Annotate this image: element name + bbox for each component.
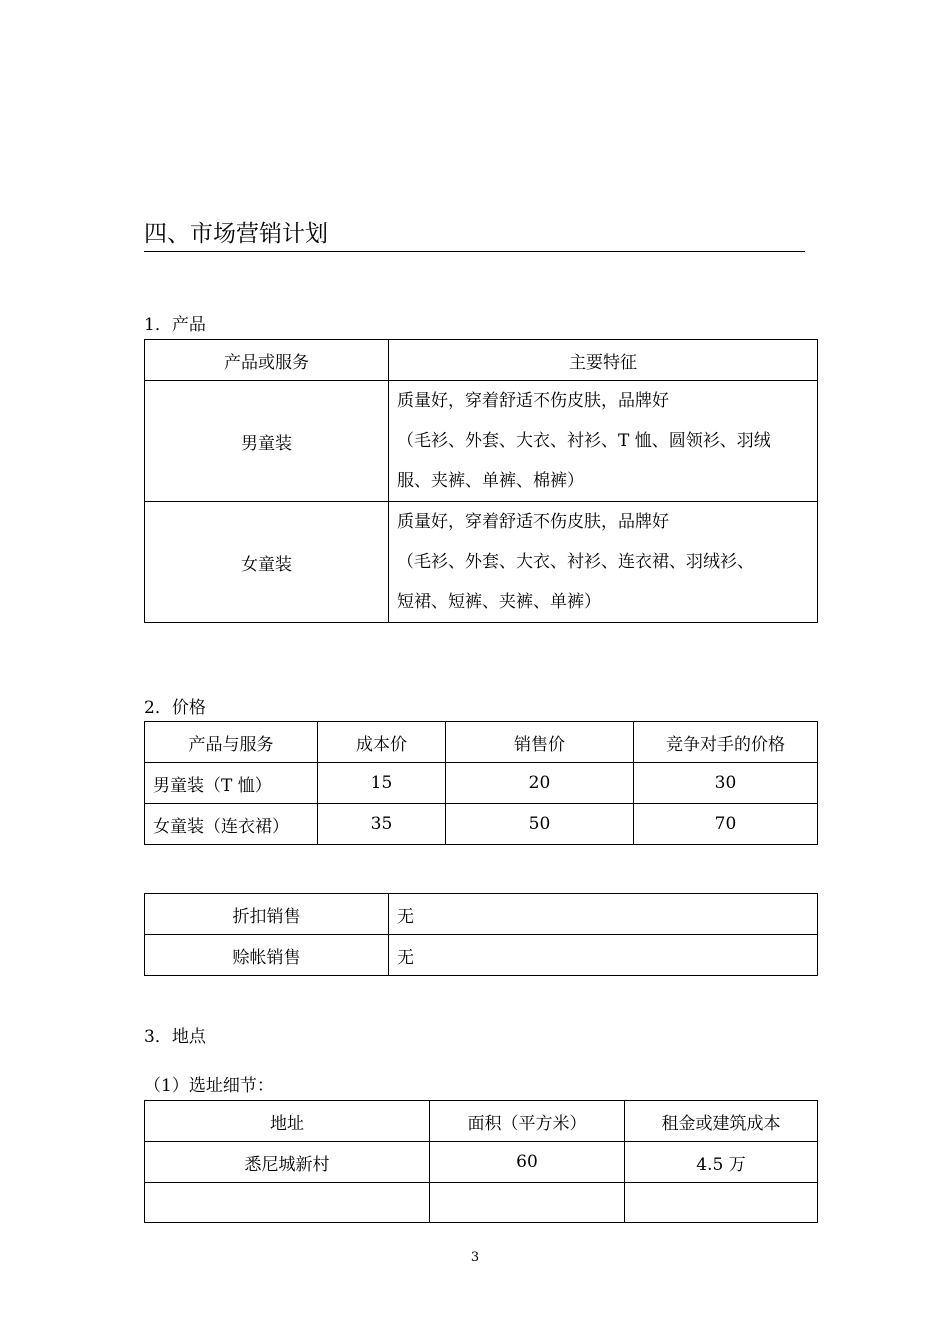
product-name-cell: 男童装 xyxy=(145,381,389,502)
table-header-cell: 竞争对手的价格 xyxy=(634,722,818,763)
table-header-cell: 产品或服务 xyxy=(145,340,389,381)
table-row xyxy=(145,935,818,976)
price-table xyxy=(144,721,818,845)
product-table xyxy=(144,339,818,623)
price-heading: 2．价格 xyxy=(144,698,206,718)
table-header-row xyxy=(145,1101,818,1142)
feature-line: 短裙、短裤、夹裤、单裤） xyxy=(397,592,601,612)
table-header-cell: 面积（平方米） xyxy=(430,1101,625,1142)
feature-line: （毛衫、外套、大衣、衬衫、T 恤、圆领衫、羽绒 xyxy=(397,431,771,451)
table-header-row xyxy=(145,340,818,381)
table-header-cell: 成本价 xyxy=(318,722,446,763)
product-name-cell: 女童装 xyxy=(145,502,389,623)
table-header-cell: 地址 xyxy=(145,1101,430,1142)
table-cell: 30 xyxy=(634,763,818,804)
table-cell xyxy=(145,1183,430,1223)
table-header-cell: 租金或建筑成本 xyxy=(625,1101,818,1142)
product-features-cell xyxy=(389,502,818,623)
sales-terms-table xyxy=(144,893,818,976)
feature-line: 质量好，穿着舒适不伤皮肤，品牌好 xyxy=(397,391,669,411)
page-number: 3 xyxy=(470,1250,480,1265)
table-cell: 35 xyxy=(318,804,446,845)
location-heading: 3．地点 xyxy=(144,1027,206,1047)
table-cell: 4.5 万 xyxy=(625,1142,818,1183)
table-cell: 赊帐销售 xyxy=(145,935,389,976)
location-subheading: （1）选址细节： xyxy=(144,1076,274,1096)
table-cell: 15 xyxy=(318,763,446,804)
feature-line: （毛衫、外套、大衣、衬衫、连衣裙、羽绒衫、 xyxy=(397,552,754,572)
table-cell: 男童装（T 恤） xyxy=(145,763,318,804)
table-row xyxy=(145,804,818,845)
table-cell: 女童装（连衣裙） xyxy=(145,804,318,845)
feature-line: 质量好，穿着舒适不伤皮肤，品牌好 xyxy=(397,512,669,532)
table-header-cell: 产品与服务 xyxy=(145,722,318,763)
table-cell: 无 xyxy=(389,894,818,935)
table-cell xyxy=(625,1183,818,1223)
table-cell: 50 xyxy=(446,804,634,845)
table-cell: 无 xyxy=(389,935,818,976)
product-features-cell xyxy=(389,381,818,502)
feature-line: 服、夹裤、单裤、棉裤） xyxy=(397,471,584,491)
table-cell: 折扣销售 xyxy=(145,894,389,935)
table-cell: 悉尼城新村 xyxy=(145,1142,430,1183)
table-row xyxy=(145,502,818,623)
table-row xyxy=(145,894,818,935)
page-title: 四、市场营销计划 xyxy=(144,218,805,252)
table-row xyxy=(145,1142,818,1183)
table-cell xyxy=(430,1183,625,1223)
table-header-cell: 销售价 xyxy=(446,722,634,763)
table-cell: 20 xyxy=(446,763,634,804)
table-cell: 60 xyxy=(430,1142,625,1183)
table-row xyxy=(145,381,818,502)
table-cell: 70 xyxy=(634,804,818,845)
table-row xyxy=(145,1183,818,1223)
location-table xyxy=(144,1100,818,1223)
table-row xyxy=(145,763,818,804)
product-heading: 1．产品 xyxy=(144,315,206,335)
table-header-row xyxy=(145,722,818,763)
table-header-cell: 主要特征 xyxy=(389,340,818,381)
